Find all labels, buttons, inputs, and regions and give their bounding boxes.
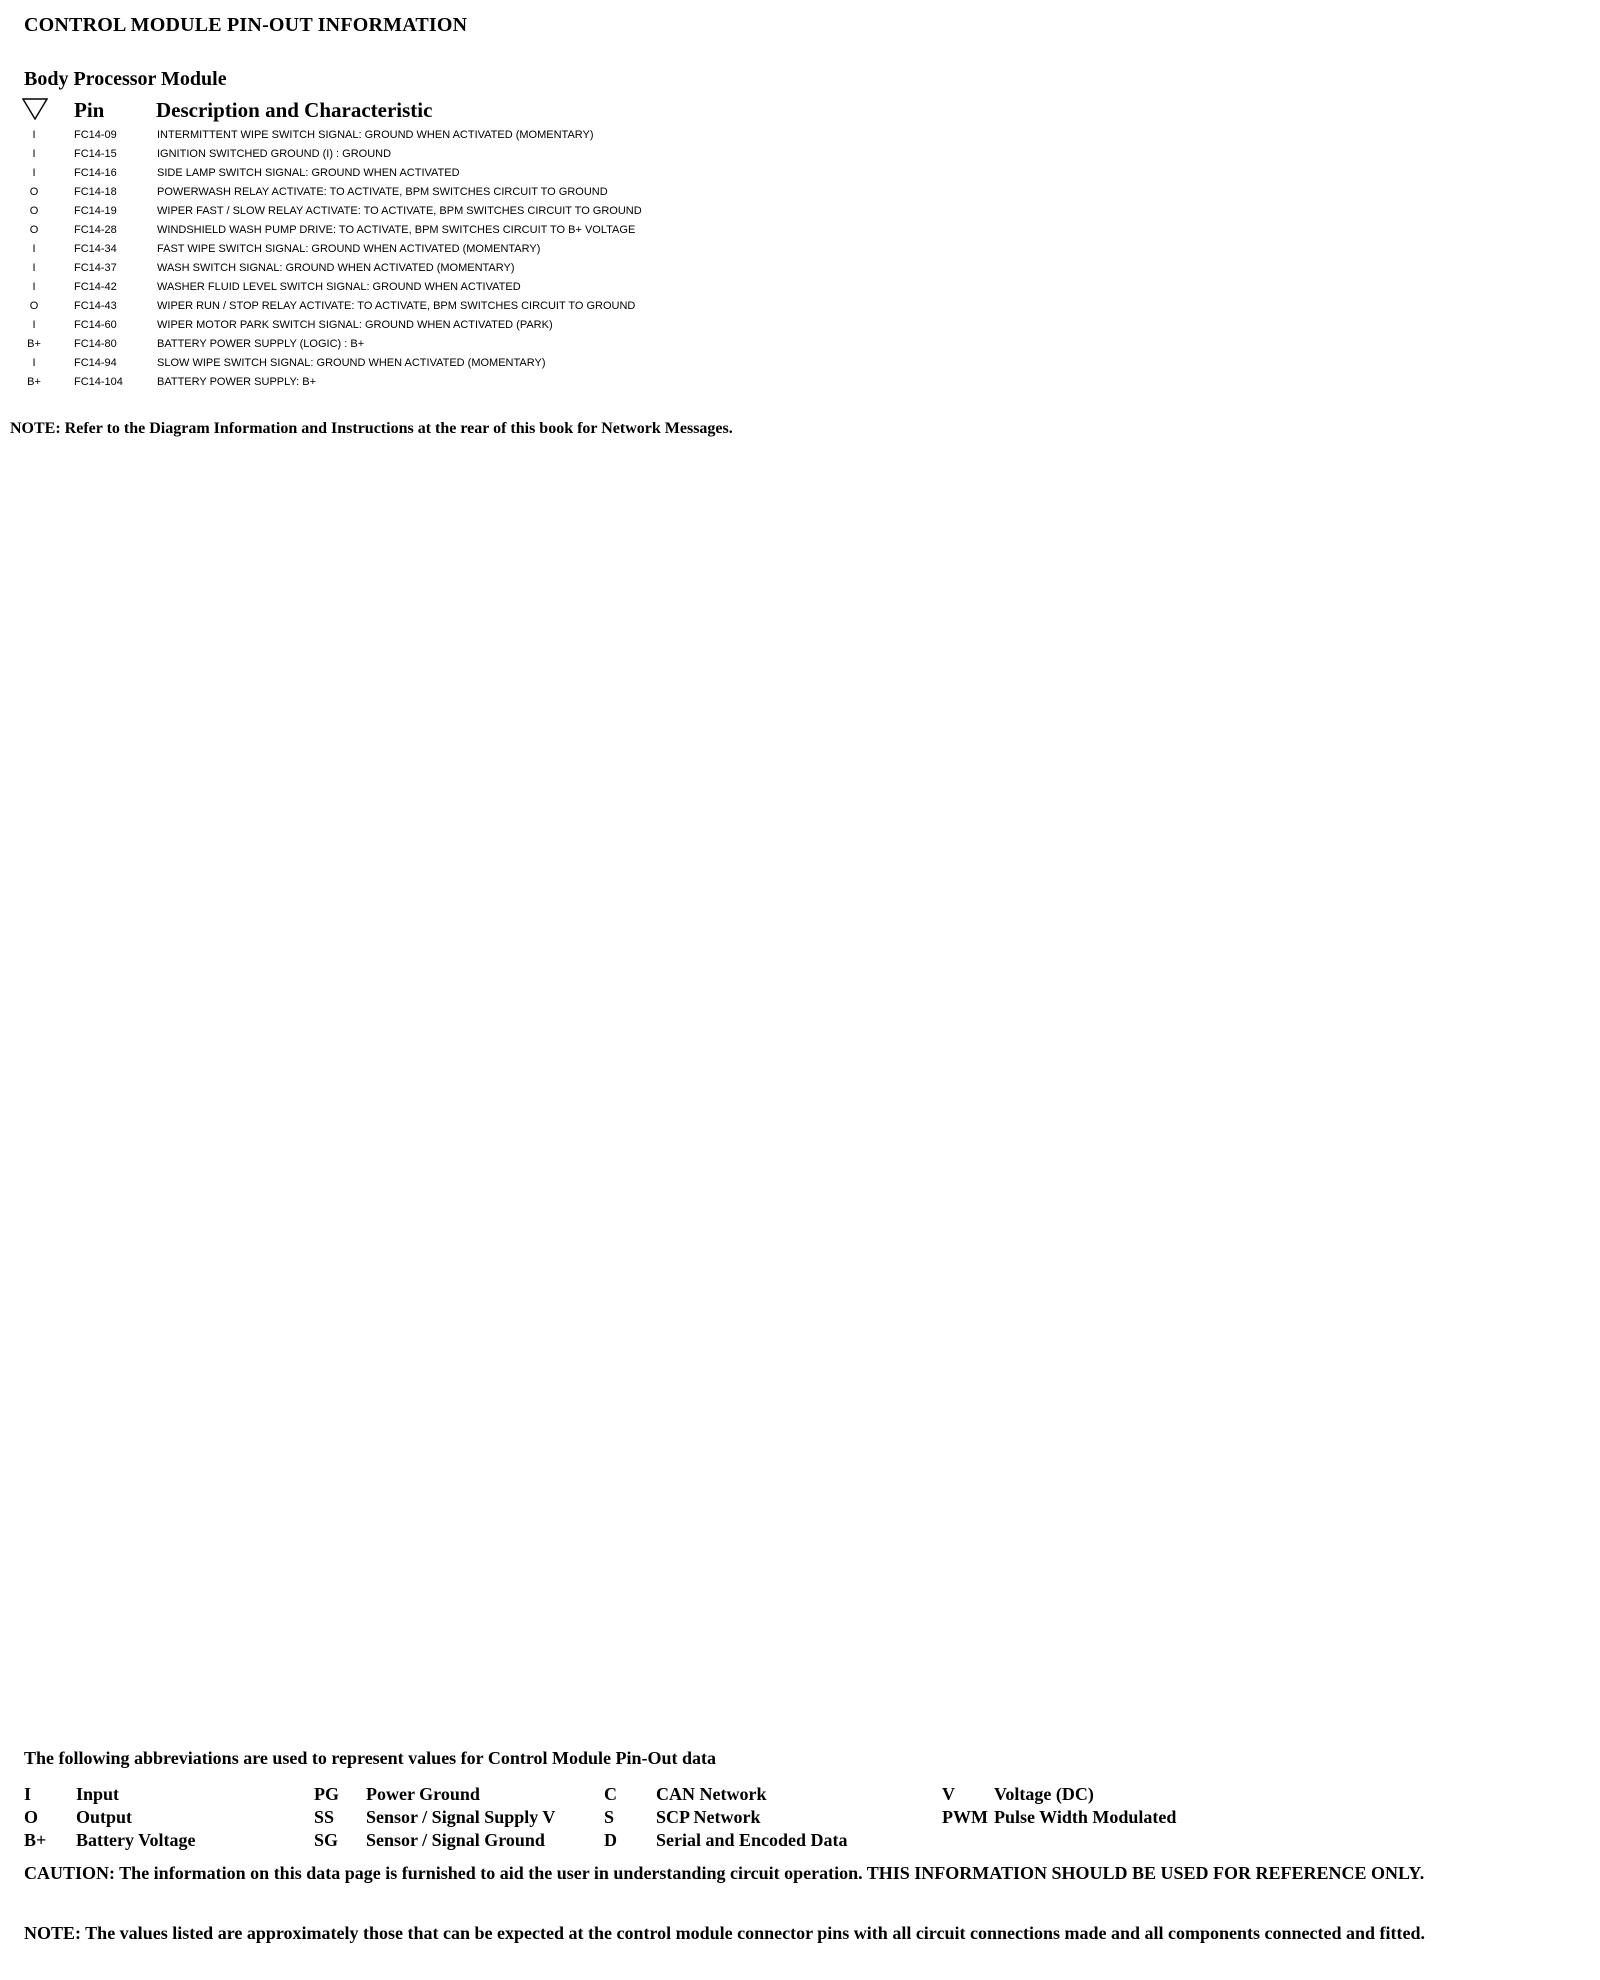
abbreviation-code: V xyxy=(942,1784,955,1804)
pin-number: FC14-37 xyxy=(74,262,117,274)
pin-description: INTERMITTENT WIPE SWITCH SIGNAL: GROUND WHEN ACTIVATED (MOMENTARY) xyxy=(157,129,594,141)
pin-type: O xyxy=(29,205,39,217)
pin-type: I xyxy=(32,281,36,293)
table-row xyxy=(20,297,1020,316)
abbreviation-code: O xyxy=(24,1807,39,1827)
pin-description: POWERWASH RELAY ACTIVATE: TO ACTIVATE, BPM SWITCHES CIRCUIT TO GROUND xyxy=(157,186,608,198)
abbreviation-meaning: Battery Voltage xyxy=(76,1830,196,1850)
pin-number: FC14-19 xyxy=(74,205,117,217)
pin-type: I xyxy=(32,357,36,369)
abbreviation-meaning: Power Ground xyxy=(366,1784,480,1804)
pin-table xyxy=(20,126,1020,392)
pin-type: I xyxy=(32,262,36,274)
pin-column-header: Pin xyxy=(74,98,105,122)
abbreviation-code: I xyxy=(24,1784,32,1804)
pin-number: FC14-104 xyxy=(74,376,123,388)
pin-type: O xyxy=(29,186,39,198)
pin-number: FC14-94 xyxy=(74,357,117,369)
abbreviations-legend xyxy=(24,1784,1584,1856)
values-note: NOTE: The values listed are approximately those that can be expected at the control module connector pins with all circuit connections made and all components connected and fitted. xyxy=(24,1923,1425,1943)
abbreviation-meaning: Output xyxy=(76,1807,133,1827)
table-row xyxy=(20,316,1020,335)
abbreviation-meaning: SCP Network xyxy=(656,1807,761,1827)
abbreviation-entry xyxy=(604,1784,767,1805)
abbreviation-code: PWM xyxy=(942,1807,988,1827)
pin-type: O xyxy=(29,224,39,236)
pin-description: BATTERY POWER SUPPLY: B+ xyxy=(157,376,317,388)
abbreviations-intro: The following abbreviations are used to represent values for Control Module Pin-Out data xyxy=(24,1748,717,1768)
table-row xyxy=(20,373,1020,392)
caution-text: CAUTION: The information on this data page is furnished to aid the user in understanding circuit operation. THIS INFORMATION SHOULD BE USED FOR REFERENCE ONLY. xyxy=(24,1863,1425,1883)
pin-type: I xyxy=(32,148,36,160)
abbreviation-entry xyxy=(24,1830,196,1851)
abbreviation-entry xyxy=(24,1784,120,1805)
pin-description: WASH SWITCH SIGNAL: GROUND WHEN ACTIVATED (MOMENTARY) xyxy=(157,262,515,274)
abbreviation-entry xyxy=(942,1784,1094,1805)
pin-description: BATTERY POWER SUPPLY (LOGIC) : B+ xyxy=(157,338,365,350)
table-row xyxy=(20,335,1020,354)
pin-type: B+ xyxy=(27,376,41,388)
abbreviation-code: D xyxy=(604,1830,617,1850)
pin-number: FC14-42 xyxy=(74,281,117,293)
table-row xyxy=(20,354,1020,373)
table-row xyxy=(20,202,1020,221)
abbreviation-entry xyxy=(314,1807,556,1828)
abbreviation-meaning: Pulse Width Modulated xyxy=(994,1807,1177,1827)
pin-number: FC14-15 xyxy=(74,148,117,160)
pin-number: FC14-09 xyxy=(74,129,117,141)
table-row xyxy=(20,164,1020,183)
table-row xyxy=(20,183,1020,202)
table-row xyxy=(20,259,1020,278)
table-row xyxy=(20,240,1020,259)
network-messages-note: NOTE: Refer to the Diagram Information and Instructions at the rear of this book for Network Messages. xyxy=(10,420,733,437)
abbreviation-meaning: Serial and Encoded Data xyxy=(656,1830,848,1850)
abbreviation-entry xyxy=(604,1830,848,1851)
pin-number: FC14-28 xyxy=(74,224,117,236)
pin-description: WASHER FLUID LEVEL SWITCH SIGNAL: GROUND WHEN ACTIVATED xyxy=(157,281,521,293)
connector-triangle-icon xyxy=(22,98,48,120)
table-row xyxy=(20,126,1020,145)
table-row xyxy=(20,145,1020,164)
abbreviation-meaning: Input xyxy=(76,1784,120,1804)
pin-number: FC14-16 xyxy=(74,167,117,179)
abbreviation-meaning: Sensor / Signal Supply V xyxy=(366,1807,556,1827)
abbreviation-code: C xyxy=(604,1784,617,1804)
table-row xyxy=(20,278,1020,297)
pin-description: IGNITION SWITCHED GROUND (I) : GROUND xyxy=(157,148,392,160)
abbreviation-code: SG xyxy=(314,1830,339,1850)
pin-type: I xyxy=(32,167,36,179)
abbreviation-entry xyxy=(314,1830,545,1851)
pin-number: FC14-60 xyxy=(74,319,117,331)
pin-type: I xyxy=(32,319,36,331)
pin-number: FC14-18 xyxy=(74,186,117,198)
abbreviation-code: PG xyxy=(314,1784,339,1804)
pin-description: WIPER FAST / SLOW RELAY ACTIVATE: TO ACTIVATE, BPM SWITCHES CIRCUIT TO GROUND xyxy=(157,205,642,217)
abbreviation-meaning: Voltage (DC) xyxy=(994,1784,1094,1804)
pin-description: SIDE LAMP SWITCH SIGNAL: GROUND WHEN ACTIVATED xyxy=(157,167,460,179)
abbreviation-entry xyxy=(24,1807,133,1828)
abbreviation-code: B+ xyxy=(24,1830,47,1850)
abbreviation-entry xyxy=(314,1784,480,1805)
pin-table-header xyxy=(20,96,920,124)
pin-description: SLOW WIPE SWITCH SIGNAL: GROUND WHEN ACTIVATED (MOMENTARY) xyxy=(157,357,546,369)
abbreviation-meaning: CAN Network xyxy=(656,1784,767,1804)
table-row xyxy=(20,221,1020,240)
abbreviation-entry xyxy=(604,1807,761,1828)
pin-description: FAST WIPE SWITCH SIGNAL: GROUND WHEN ACTIVATED (MOMENTARY) xyxy=(157,243,541,255)
pin-number: FC14-43 xyxy=(74,300,117,312)
pin-type: O xyxy=(29,300,39,312)
pin-description: WIPER RUN / STOP RELAY ACTIVATE: TO ACTIVATE, BPM SWITCHES CIRCUIT TO GROUND xyxy=(157,300,636,312)
abbreviation-code: SS xyxy=(314,1807,335,1827)
abbreviation-meaning: Sensor / Signal Ground xyxy=(366,1830,545,1850)
module-title: Body Processor Module xyxy=(24,68,227,90)
abbreviation-entry xyxy=(942,1807,1177,1828)
pin-type: B+ xyxy=(27,338,41,350)
abbreviation-code: S xyxy=(604,1807,615,1827)
pin-number: FC14-34 xyxy=(74,243,117,255)
description-column-header: Description and Characteristic xyxy=(156,98,433,122)
pin-type: I xyxy=(32,129,36,141)
pin-number: FC14-80 xyxy=(74,338,117,350)
pin-description: WIPER MOTOR PARK SWITCH SIGNAL: GROUND WHEN ACTIVATED (PARK) xyxy=(157,319,553,331)
document-title: CONTROL MODULE PIN-OUT INFORMATION xyxy=(24,14,468,36)
pin-type: I xyxy=(32,243,36,255)
pin-description: WINDSHIELD WASH PUMP DRIVE: TO ACTIVATE, BPM SWITCHES CIRCUIT TO B+ VOLTAGE xyxy=(157,224,636,236)
